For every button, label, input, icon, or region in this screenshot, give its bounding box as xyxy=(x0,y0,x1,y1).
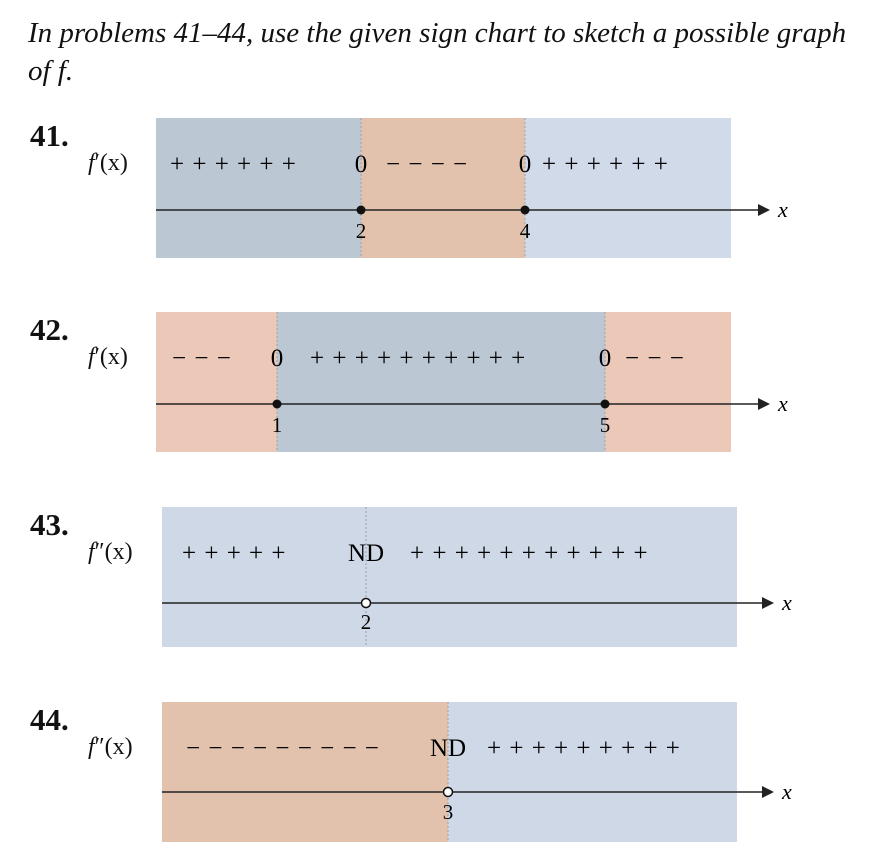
region-2 xyxy=(277,312,605,452)
sign-chart xyxy=(0,702,878,852)
region-2 xyxy=(361,118,525,258)
arrow-head-icon xyxy=(762,597,774,609)
second-derivative-label: f″(x) xyxy=(88,539,133,565)
open-point xyxy=(444,788,453,797)
region-2 xyxy=(366,507,737,647)
tick-label: 4 xyxy=(519,219,531,243)
problem-41 xyxy=(0,118,878,268)
critical-point xyxy=(521,206,530,215)
region-1 xyxy=(162,507,366,647)
axis-variable: x xyxy=(782,590,792,615)
axis-variable: x xyxy=(778,391,788,416)
region-1 xyxy=(156,118,361,258)
sign-chart xyxy=(0,312,878,462)
sign-text-2: + + + + + + + + + + xyxy=(310,345,527,372)
zero-marker: 0 xyxy=(518,151,532,178)
sign-text-1: − − − − − − − − − xyxy=(186,735,380,762)
sign-text-3: + + + + + + xyxy=(542,151,669,178)
sign-text-1: − − − xyxy=(172,345,232,372)
tick-label: 2 xyxy=(355,219,367,243)
tick-label: 3 xyxy=(442,800,454,824)
sign-chart xyxy=(0,507,878,657)
sign-text-1: + + + + + + xyxy=(170,151,297,178)
axis-variable: x xyxy=(778,197,788,222)
problem-number: 43. xyxy=(30,507,69,542)
nd-marker: ND xyxy=(429,735,467,762)
sign-text-3: − − − xyxy=(625,345,685,372)
problem-44 xyxy=(0,702,878,852)
arrow-head-icon xyxy=(758,204,770,216)
sign-text-2: + + + + + + + + + + + xyxy=(410,540,649,567)
tick-label: 2 xyxy=(360,610,372,634)
region-1 xyxy=(156,312,277,452)
critical-point xyxy=(357,206,366,215)
zero-marker: 0 xyxy=(598,345,612,372)
second-derivative-label: f″(x) xyxy=(88,734,133,760)
arrow-head-icon xyxy=(762,786,774,798)
axis-variable: x xyxy=(782,779,792,804)
tick-label: 1 xyxy=(271,413,283,437)
zero-marker: 0 xyxy=(270,345,284,372)
problem-42 xyxy=(0,312,878,462)
sign-chart xyxy=(0,118,878,268)
region-1 xyxy=(162,702,448,842)
problem-43 xyxy=(0,507,878,657)
sign-text-2: − − − − xyxy=(386,151,469,178)
zero-marker: 0 xyxy=(354,151,368,178)
nd-marker: ND xyxy=(347,540,385,567)
region-3 xyxy=(605,312,731,452)
instructions-text: In problems 41–44, use the given sign chart to sketch a possible graph of f. xyxy=(28,17,847,87)
region-3 xyxy=(525,118,731,258)
tick-label: 5 xyxy=(599,413,611,437)
open-point xyxy=(362,599,371,608)
critical-point xyxy=(601,400,610,409)
critical-point xyxy=(273,400,282,409)
sign-text-1: + + + + + xyxy=(182,540,287,567)
problem-number: 44. xyxy=(30,702,69,737)
problem-number: 41. xyxy=(30,118,69,153)
arrow-head-icon xyxy=(758,398,770,410)
derivative-label: f′(x) xyxy=(88,344,128,370)
derivative-label: f′(x) xyxy=(88,150,128,176)
sign-text-2: + + + + + + + + + xyxy=(487,735,681,762)
region-2 xyxy=(448,702,737,842)
problem-number: 42. xyxy=(30,312,69,347)
